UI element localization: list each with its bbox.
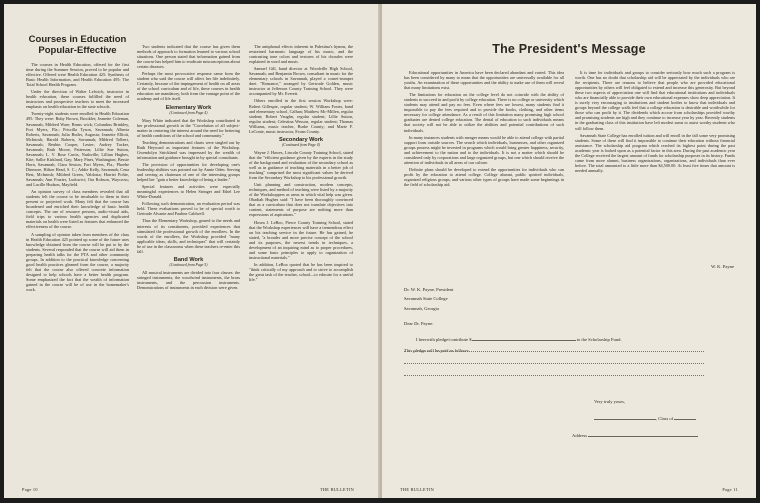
paragraph: In addition, LeBoo quoted that he has been inspired to "think critically of my approach and to strive to accomplish the great task of the teacher, school—to educate for a useful life." bbox=[249, 261, 353, 283]
pledge-amount-label: I herewith pledge/contribute $ bbox=[416, 336, 472, 342]
pledge-address-label: Address bbox=[572, 433, 588, 439]
pledge-address-line-3: Savannah, Georgia bbox=[404, 305, 439, 311]
paragraph: The limitations for education on the college level do not coincide with the ability of students to succeed in and profit by college education. There is no college or university which students may attend and pay no fees. Even where fees are lowest, many students find it impossible to pay the fees required and to provide the books, clothing, and other items necessary for college attendance. As a result of this limitation many promising high school graduates are denied college education. The denial of education to such individuals means that society will not be able to utilize the abilities and potential contributions of such individuals. bbox=[404, 92, 564, 133]
pledge-amount-line bbox=[404, 336, 739, 342]
paragraph: Teaching demonstrations and charts were singled out by Ruth Heyward as important features of the Workshop. Gwendolyn Strickland was impressed by the wealth of information and guidance brought in by special consultants. bbox=[137, 139, 240, 160]
pledge-salutation: Dear Dr. Payne: bbox=[404, 321, 434, 327]
page-number-left: Page 10 bbox=[22, 487, 38, 492]
column-1-text bbox=[26, 62, 129, 292]
paragraph: Special features and activities were especially meaningful experiences to Helen Stringer and Ethel Lee White-Donald. bbox=[137, 184, 240, 200]
section-heading-secondary: Secondary Work bbox=[278, 136, 324, 143]
continued-note-secondary: (Continued from Page 4) bbox=[282, 142, 320, 147]
left-page bbox=[4, 4, 380, 498]
band-text bbox=[137, 270, 240, 290]
paragraph: The provision of opportunities for developing one's leadership abilities was pointed out by Annie Oden. Serving and serving as chairman of one of the interesting groups helped her "gain a better knowledge of being a leader." bbox=[137, 161, 240, 183]
page-number-right: Page 11 bbox=[722, 487, 738, 492]
paragraph: A sampling of opinion taken from members of the class in Health Education 425 pointed up some of the future uses knowledge obtained from the course will be put to by the students. Several responded that the course will aid them in preparing health talks for the PTA and other community groups. In addition to the practical knowledge concerning good health practices gleaned from the course, a majority felt that the course also offered concrete information designed to help schools have a better health program. Some emphasized the fact that the wealth of information gained in the course will be of use in the homemaker's work. bbox=[26, 231, 129, 293]
pledge-address-line bbox=[404, 432, 739, 438]
paragraph: Samuel Gill, band director at Woodville High School, Savannah; and Benjamin Brown, consultant in music for the elementary schools in Savannah, played a cornet-trumpet duet. "Romance," arranged by Gertrude Golden, music instructor at Jefferson County Training School. They were accompanied by Mr. Everett. bbox=[249, 66, 353, 97]
column-3-text bbox=[249, 44, 353, 134]
message-column-1-text bbox=[404, 70, 564, 187]
pledge-class-label: , Class of bbox=[656, 415, 674, 421]
paragraph: Mary White indicated that the Workshop contributed to her professional growth in the "Correlation of all subject-matter in centering the interest around the need for bettering of health conditions of the school and community." bbox=[137, 117, 240, 138]
pledge-address-line-2: Savannah State College bbox=[404, 296, 448, 302]
right-page bbox=[382, 4, 756, 498]
president-signature: W. K. Payne bbox=[710, 264, 734, 269]
paragraph: Two students indicated that the course has given them methods of approach to formation learned to various school situations. One person stated that information gained from the course has helped him to eradicate misconceptions about certain diseases. bbox=[137, 44, 240, 70]
running-footer-left: THE BULLETIN bbox=[319, 487, 354, 492]
paragraph: Savannah State College has enrolled tuition and will enroll in the fall some very promising students. Some of these will find it impossible to continue their education without financial assistance. The scholarship aid program which reached its highest point during the past academic year is looked upon as a potential factor in this area. During the past academic year the College received the largest amount of funds for scholarship purposes in its history. Funds came from more alumni, business organizations, organizations, and individuals than ever before. The total amounted to a little more than $4,500.00. At least five times that amount is needed annually. bbox=[575, 132, 735, 173]
paragraph: Following such demonstration, an evaluation period was held. These evaluations proved to be of special worth to Gertrude Alvante and Pauline Caldwell. bbox=[137, 201, 240, 217]
secondary-text bbox=[249, 150, 353, 282]
paragraph: Others enrolled in the first session Workshop were: Robert Gillespie, regular student; W. William Foster, band and elementary school, Calhan; Matthew Mc-Millen, regular student; Robert Vaughn, regular student; Lillie Sutton, regular student; Celestina Wesson, regular student; Thomas Williams, music teacher, Burke County; and Marie F. LeConte, music instructor, Evans County. bbox=[249, 98, 353, 134]
paragraph: An opinion survey of class members revealed that all students felt the course to be invaluable to them in their present or projected work. Many felt that the course has broadened and enriched their knowledge of basic health concepts. The use of resource persons, audio-visual aids, field trips to various health agencies and duplicated materials on health were listed as features that enhanced the effectiveness of the course. bbox=[26, 189, 129, 230]
paragraph: Thus the Elementary Workshop, geared to the needs and interests of its constituents, provided experiences that stimulated the professional growth of the enrollees. In the words of the enrollees, the Workshop provided "many applicable ideas, skills, and techniques" that will certainly be of use in the classrooms when these teachers re-enter this fall. bbox=[137, 218, 240, 254]
pledge-amount-blank[interactable] bbox=[472, 336, 576, 341]
paragraph: The antiphonal effects inherent in Palestina's hymns, the restrained harmonic language of his music, and the contrasting tone colors and textures of his chorales were explained in word and music. bbox=[249, 44, 353, 65]
paragraph: Definite plans should be developed to extend the opportunities for individuals who can profit by the education to attend college. College alumni, public spirited individuals, organized religious groups, and various other types of groups have made some beginnings in the field of scholarship aid. bbox=[404, 166, 564, 187]
left-column-2 bbox=[137, 44, 240, 292]
running-footer-right: THE BULLETIN bbox=[400, 487, 435, 492]
pledge-address-blank[interactable] bbox=[588, 432, 698, 437]
paragraph: It is time for individuals and groups to consider seriously how much such a program is worth. One has no doubt that scholarship aid will be appreciated by the individuals who are the recipients. There are reasons to believe that people who are provided educational opportunities by others will feel obligated to extend and increase this generosity. But beyond these two aspects of appreciation one will find that educational institutions and individuals who are financially able to provide their own educational expenses show deep appreciation. It is surely very encouraging to institutions and student bodies to know that individuals and groups beyond the college walls feel that a college education is desirable and worthwhile for those who can profit by it. The dividends which accrue from scholarships provided worthy and promising students are high and they continue to increase year by year. Recently students in the graduating class of this institution have left modest sums to assist worthy students who will follow them. bbox=[575, 70, 735, 131]
paragraph: Perhaps the most provocative response came from the student who said the course will affect her life indefinitely. Certainly, because of the impingement of health on all areas of the school curriculum and of life, these courses in health education are mandatory, both from the vantage point of the academy and of life itself. bbox=[137, 71, 240, 102]
paragraph: Wayne J. Hawes, Lincoln County Training School, stated that the "efficient guidance given by the experts in the study of the background and evaluation of the secondary school as well as in guidance of teaching materials in a better job of teaching" comprised the most significant values he derived from the Secondary Workshop to his professional growth. bbox=[249, 149, 353, 181]
pledge-fund-label: to the Scholarship Fund. bbox=[576, 336, 622, 342]
article-title-courses: Courses in Education Popular-Effective bbox=[28, 34, 127, 56]
paragraph: Under the direction of Walter Lefwich, instructor in health education, these courses fulfilled the need of instructors and prospective teachers to meet the increased emphasis on health education in the state schools. bbox=[26, 89, 129, 110]
pledge-address-line-1: Dr. W. K. Payne, President bbox=[404, 287, 454, 292]
pledge-payment-label: This pledge will be paid as follows: bbox=[404, 348, 470, 354]
pledge-name-line bbox=[404, 415, 739, 421]
left-column-1 bbox=[26, 4, 129, 294]
article-title-presidents-message: The President's Message bbox=[492, 42, 646, 56]
paragraph: All musical instruments are divided into four classes: the stringed instruments, the woodwind instruments, the brass instruments, and the percussion instruments. Demonstrations of instruments in each division were given. bbox=[137, 269, 240, 291]
section-heading-band: Band Work bbox=[173, 256, 204, 263]
paragraph: Hosea J. LeBoo, Pierce County Training School, stated that the Workshop experiences will have a tremendous effect on his teaching service in the future. He has gained, he stated, "a broader and more precise concept of the school and its purposes, the newest trends in techniques, a development of an inquiring mind as to proper procedures, and some basic principles to apply to organization of instructional materials." bbox=[249, 219, 353, 260]
pledge-name-blank[interactable] bbox=[594, 415, 656, 420]
continued-note-elementary: (Continued from Page 4) bbox=[169, 110, 208, 115]
pledge-class-blank[interactable] bbox=[674, 415, 696, 420]
continued-note-band: (Continued from Page 5) bbox=[169, 262, 208, 267]
section-heading-elementary: Elementary Work bbox=[165, 104, 212, 111]
paragraph: The courses in Health Education, offered for the first time during the Summer Session, proved to be popular and effective. Offered were Health Education 425: Synthesis of Basic Health Information, and Health Education 495: The Total School Health Program. bbox=[26, 62, 129, 88]
right-column-2 bbox=[575, 70, 735, 175]
message-column-2-text bbox=[575, 70, 735, 173]
pledge-payment-rule-2[interactable] bbox=[404, 363, 704, 364]
pledge-payment-rule-3[interactable] bbox=[404, 375, 704, 376]
right-column-1 bbox=[404, 70, 564, 189]
left-column-3 bbox=[249, 44, 353, 284]
pledge-closing: Very truly yours, bbox=[594, 399, 626, 405]
paragraph: In many instances students with meager means would be able to attend college with partial support from outside sources. The search which individuals, businesses, and other organized groups possess might be invested in programs which would bring greater happiness, security, and achievement to the nation and to the individuals. It is not a matter which should be considered only by corporations and large organized groups, but one which should receive the attention of individuals in all areas of our culture. bbox=[404, 134, 564, 165]
pledge-payment-rule-1[interactable] bbox=[404, 351, 704, 352]
paragraph: Educational opportunities in America have been declared abundant and varied. This idea has been considered by many to mean that the opportunities are universally available for all youths. An examination of these opportunities and the ability to make use of them will reveal that many limitations exist. bbox=[404, 70, 564, 91]
paragraph: Twenty-eight students were enrolled in Health Education 495. They were: Ruby Brown, Brooklet; Jeanette Coleman, Savannah; Mildred Ware; Bruns wick; Columbus Brinkley, Fort Myers, Fla.; Priscilla Tyson, Savannah; Alberta Roberts, Savannah; Julia Butler, Augusta; Jeanette Elliott, McIntosh; Harold Roberts, Savannah; Mildred Tolbert, Savannah; Reubin Cooper, Lester; Audrey Tucker, Savannah; Ruth Moore, Patterson; Lillie Sue Sutton, Savannah; L. V. Rose Curtis, Nashville; Lillian Hughes, Kite; Sallie Kirkland, Gay; Mary Pinet, Washington; Bessie Horn, Savannah; Clara Sexton, Fort Myers, Fla.; Phoebe Dinmore, Hilton Head, S. C.; Addie Kelly, Savannah; Cena Best, McIntosh; Mildred Green, Valdosta; Harriet Polite, Savannah; Ann Frazier, Ludowici; Ora Robson, Waycross; and Lucille Hudson, Mayfield. bbox=[26, 111, 129, 188]
elementary-text bbox=[137, 118, 240, 254]
paragraph: Unit planning and construction, modern concepts, techniques, and method of teaching were listed by a majority of the Workshoppers as areas in which vital help was given. Obadiah Hughes said: "I have been thoroughly convinced that as a curriculum that does not translate objectives into content, statements of purpose are nothing more than expressions of aspirations." bbox=[249, 182, 353, 218]
magazine-spread bbox=[4, 4, 756, 498]
column-2-text bbox=[137, 44, 240, 102]
